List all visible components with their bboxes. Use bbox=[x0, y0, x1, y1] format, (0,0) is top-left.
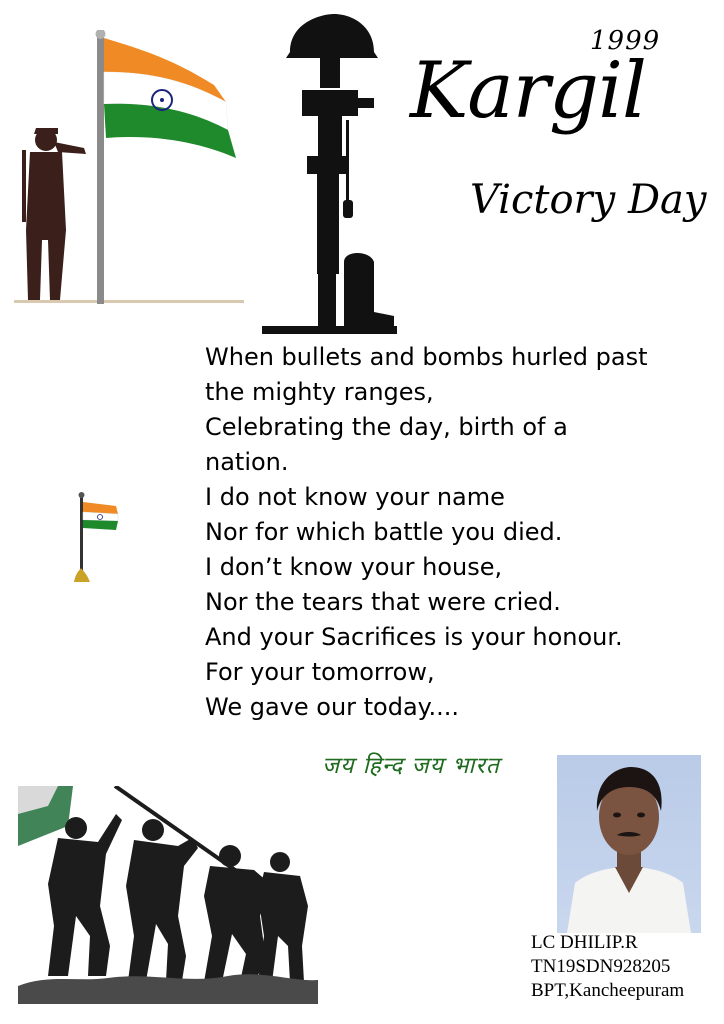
poem-line: And your Sacrifices is your honour. bbox=[205, 623, 623, 651]
poem-line: Celebrating the day, birth of a bbox=[205, 413, 568, 441]
slogan: जय हिन्द जय भारत bbox=[322, 753, 500, 779]
year-label: 1999 bbox=[590, 26, 661, 56]
poem bbox=[205, 340, 705, 725]
battle-cross-silhouette bbox=[262, 12, 397, 334]
poem-line: Nor the tears that were cried. bbox=[205, 588, 561, 616]
credit-name: LC DHILIP.R bbox=[531, 932, 638, 953]
poem-line: We gave our today.... bbox=[205, 693, 459, 721]
credit-id: TN19SDN928205 bbox=[531, 956, 671, 977]
page-subtitle: Victory Day bbox=[470, 177, 707, 223]
credit-place: BPT,Kancheepuram bbox=[531, 980, 685, 1001]
credit bbox=[531, 931, 684, 1003]
poem-line: When bullets and bombs hurled past bbox=[205, 343, 648, 371]
poem-line: the mighty ranges, bbox=[205, 378, 434, 406]
poem-line: For your tomorrow, bbox=[205, 658, 435, 686]
poem-line: Nor for which battle you died. bbox=[205, 518, 563, 546]
saluting-soldier-flag-illustration bbox=[14, 30, 254, 310]
soldiers-raising-flag-silhouette bbox=[18, 786, 318, 1004]
page-title: Kargil bbox=[410, 46, 646, 136]
portrait-photo bbox=[557, 755, 701, 933]
poem-line: I don’t know your house, bbox=[205, 553, 503, 581]
india-flag-icon bbox=[70, 490, 125, 585]
poem-line: nation. bbox=[205, 448, 289, 476]
poem-line: I do not know your name bbox=[205, 483, 505, 511]
